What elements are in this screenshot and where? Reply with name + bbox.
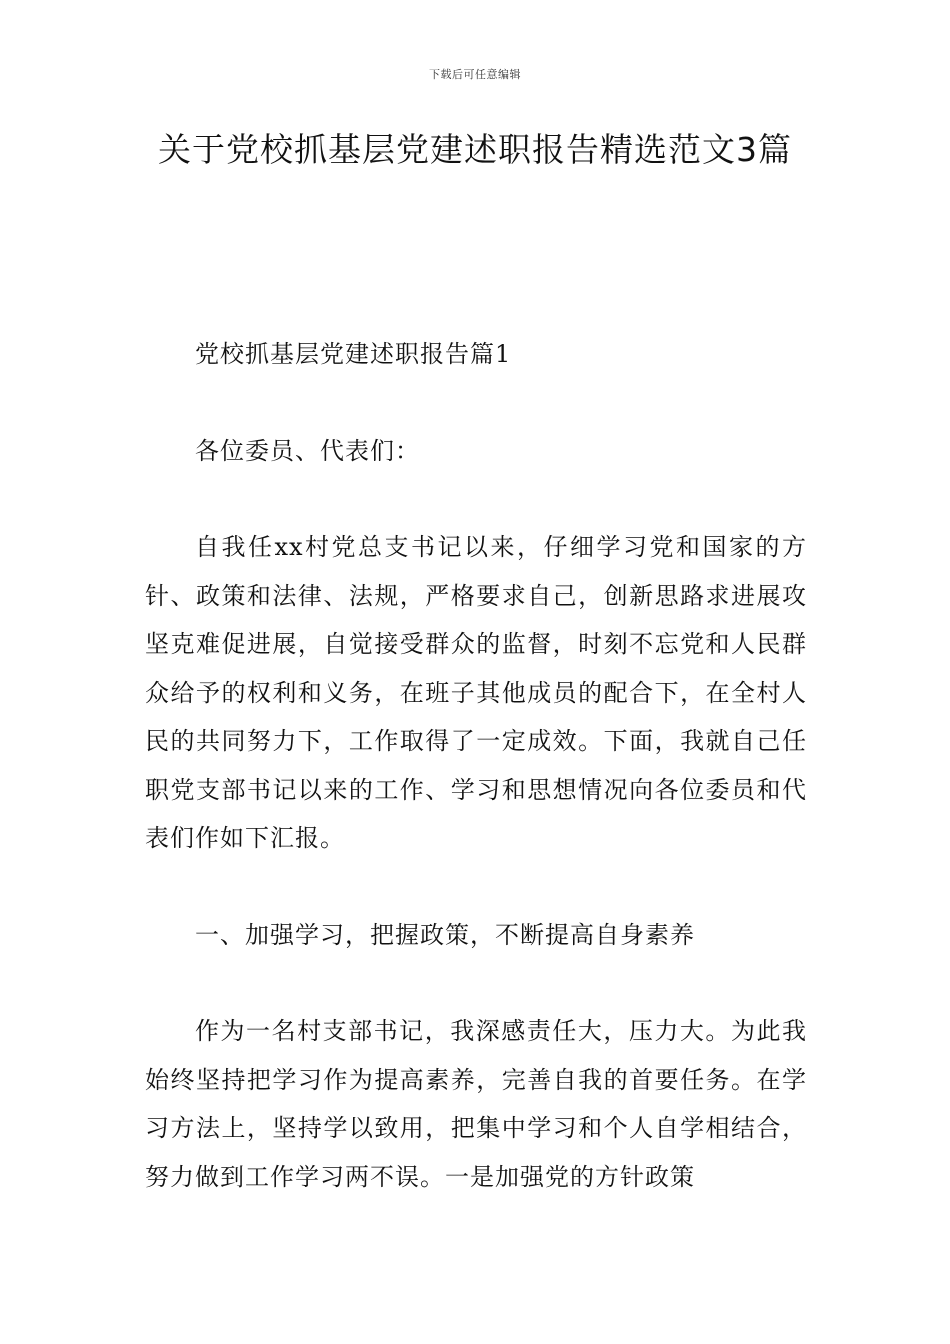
body-paragraph-1: 自我任xx村党总支书记以来，仔细学习党和国家的方针、政策和法律、法规，严格要求自己，创新思路求进展攻坚克难促进展，自觉接受群众的监督，时刻不忘党和人民群众给予的权利和义务，在班子其他成员的配合下，在全村人民的共同努力下，工作取得了一定成效。下面，我就自己任职党支部书记以来的工作、学习和思想情况向各位委员和代表们作如下汇报。 bbox=[145, 533, 807, 852]
subheading-1: 一、加强学习，把握政策，不断提高自身素养 bbox=[195, 920, 695, 949]
document-title: 关于党校抓基层党建述职报告精选范文3篇 bbox=[158, 130, 792, 169]
salutation: 各位委员、代表们： bbox=[195, 436, 420, 465]
header-note: 下载后可任意编辑 bbox=[429, 68, 521, 81]
section-heading: 党校抓基层党建述职报告篇1 bbox=[195, 340, 512, 368]
body-paragraph-2: 作为一名村支部书记，我深感责任大，压力大。为此我始终坚持把学习作为提高素养，完善自我的首要任务。在学习方法上，坚持学以致用，把集中学习和个人自学相结合，努力做到工作学习两不误。一是加强党的方针政策 bbox=[145, 1017, 807, 1191]
document-body bbox=[145, 330, 807, 1201]
